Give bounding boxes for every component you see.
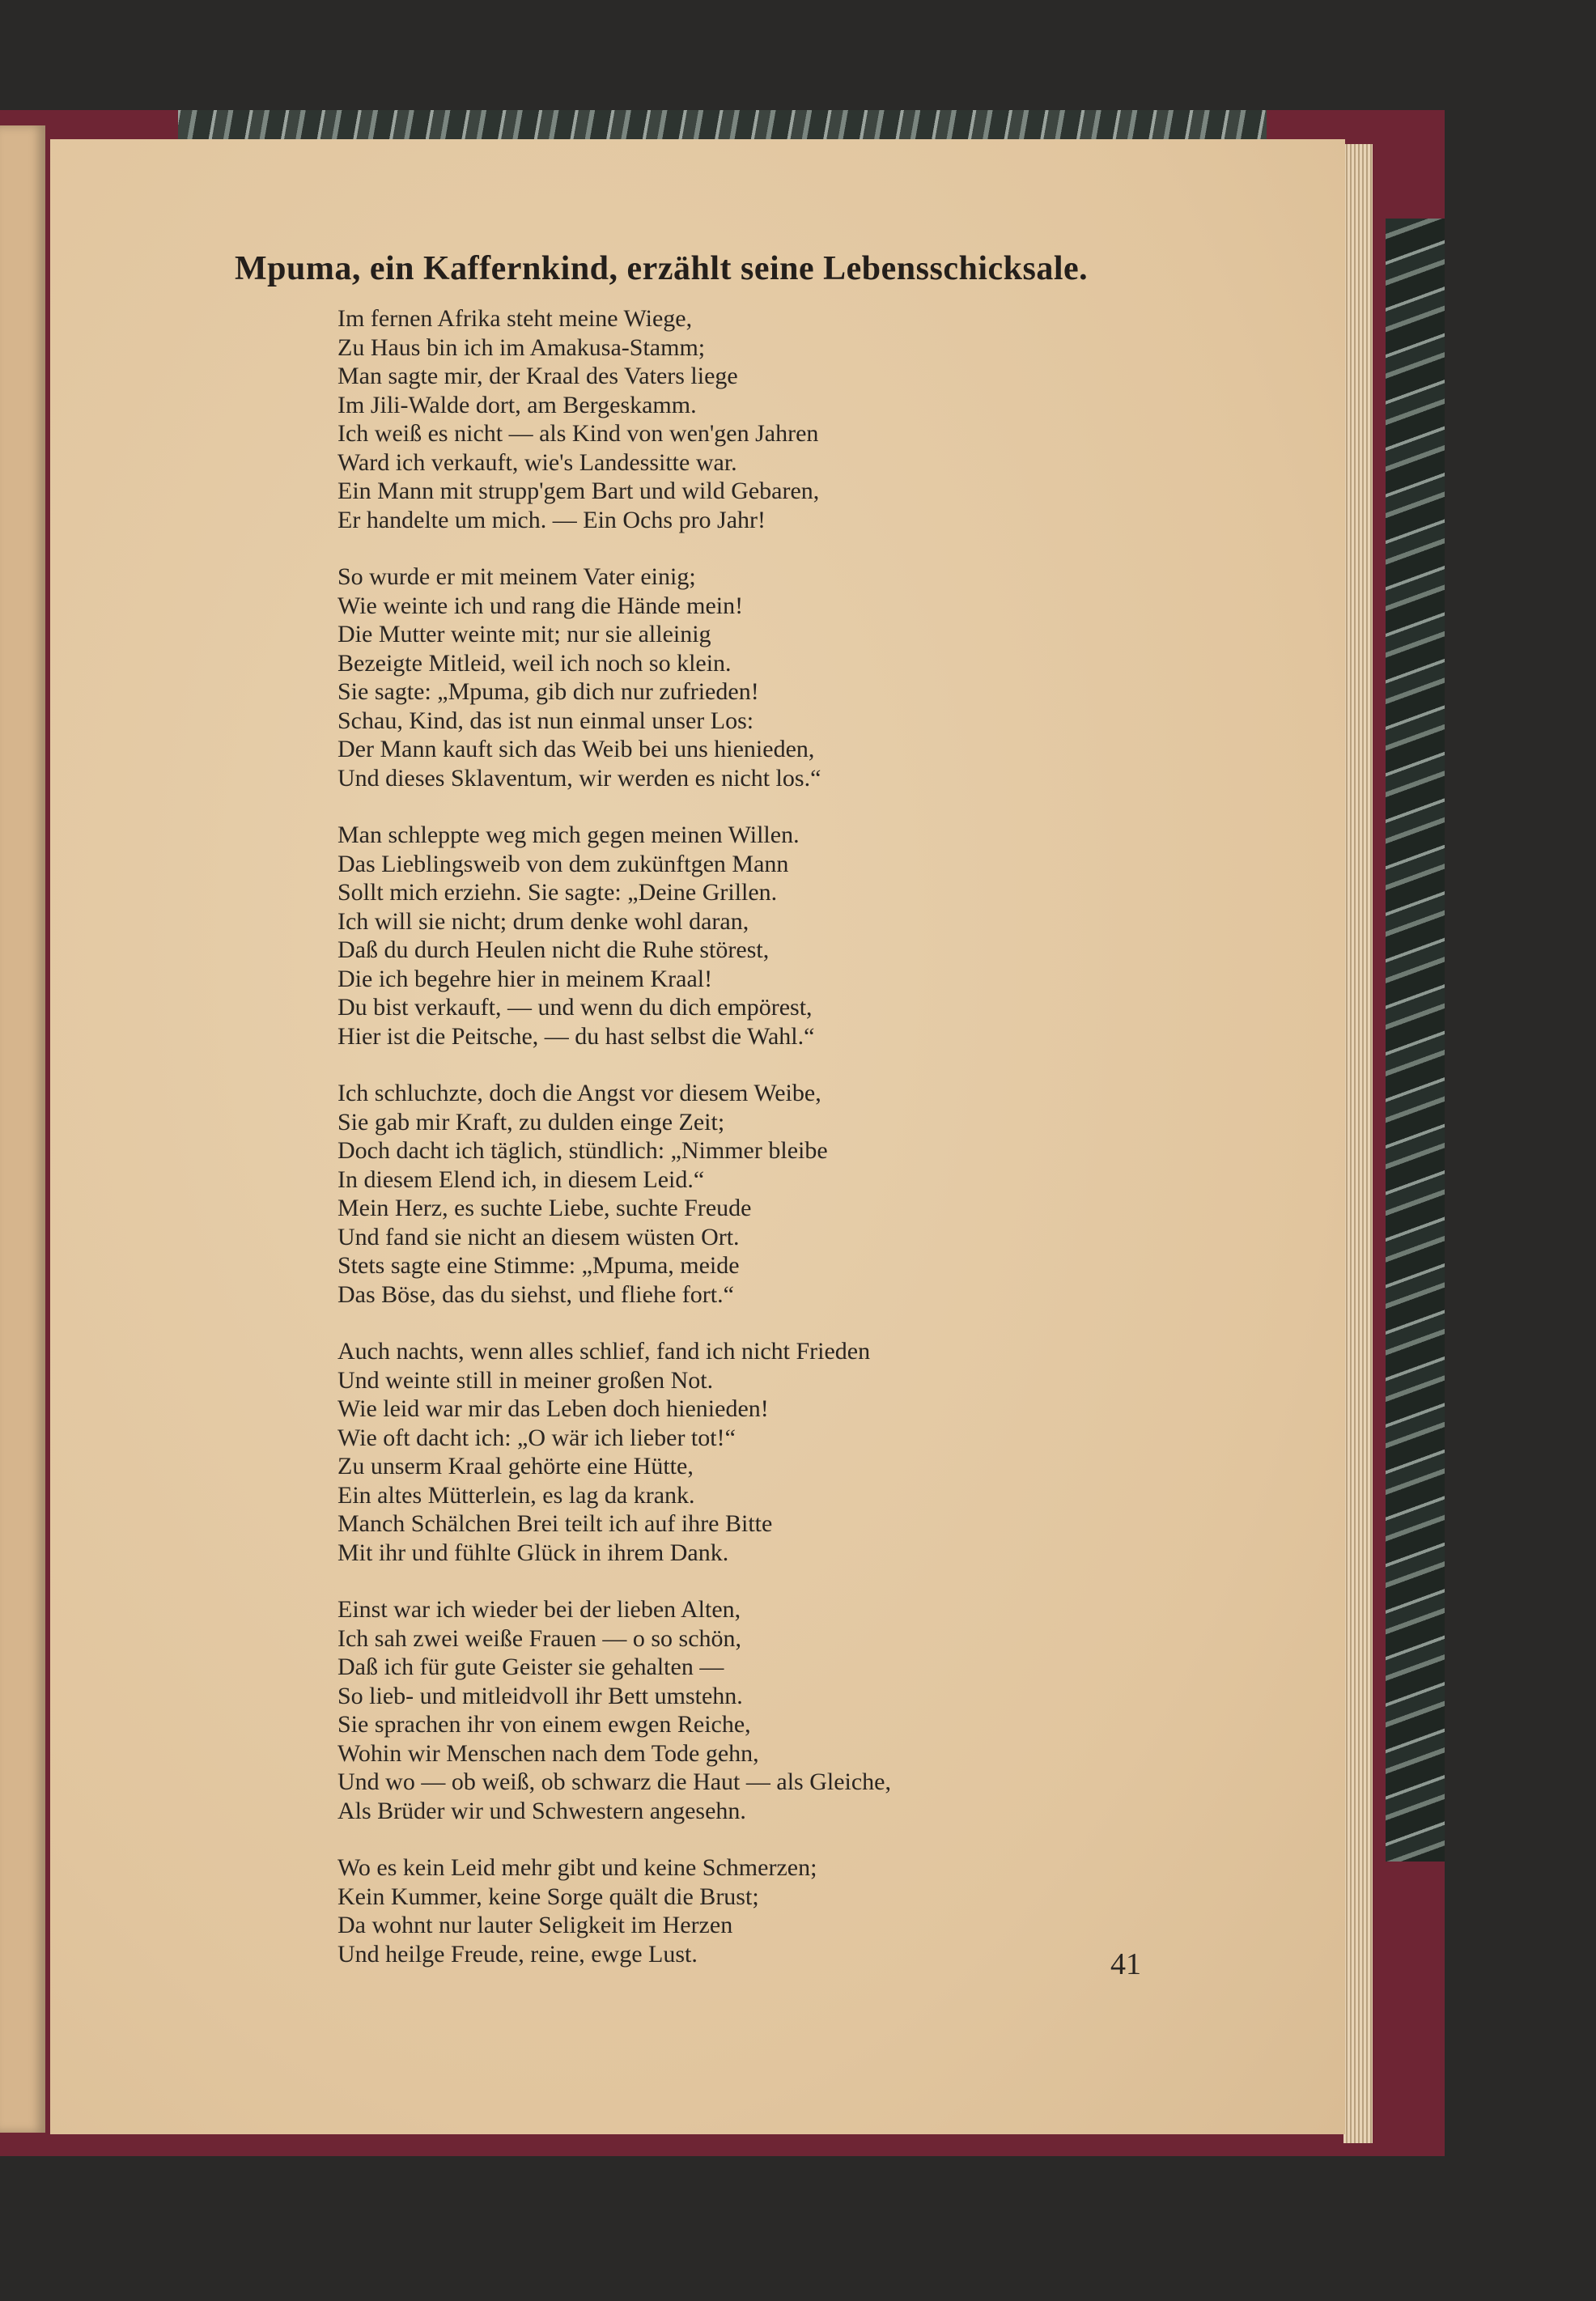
verse-line: Ich sah zwei weiße Frauen — o so schön, <box>337 1624 742 1652</box>
verse-line: Doch dacht ich täglich, stündlich: „Nimmer bleibe <box>337 1137 828 1164</box>
stanza <box>337 1853 891 1968</box>
verse-line: Auch nachts, wenn alles schlief, fand ich nicht Frieden <box>337 1338 871 1365</box>
stanza <box>337 1337 891 1567</box>
stanza <box>337 1595 891 1825</box>
verse-line: Sie sprachen ihr von einem ewgen Reiche, <box>337 1711 751 1738</box>
verse-line: Und dieses Sklaventum, wir werden es nicht los.“ <box>337 764 821 792</box>
verse-line: Daß du durch Heulen nicht die Ruhe störest, <box>337 936 770 963</box>
verse-line: Die ich begehre hier in meinem Kraal! <box>337 965 713 992</box>
stanza <box>337 1079 891 1309</box>
verse-line: Als Brüder wir und Schwestern angesehn. <box>337 1797 746 1824</box>
cover-corner-right <box>1267 110 1445 142</box>
verse-line: In diesem Elend ich, in diesem Leid.“ <box>337 1165 705 1193</box>
verse-line: Sie sagte: „Mpuma, gib dich nur zufrieden! <box>337 678 759 705</box>
verse-line: Mit ihr und fühlte Glück in ihrem Dank. <box>337 1539 729 1566</box>
verse-line: Daß ich für gute Geister sie gehalten — <box>337 1654 724 1680</box>
verse-line: Bezeigte Mitleid, weil ich noch so klein. <box>337 649 732 677</box>
verse-line: Wo es kein Leid mehr gibt und keine Schmerzen; <box>337 1854 817 1881</box>
verse-line: Das Lieblingsweib von dem zukünftgen Mann <box>337 850 789 877</box>
verse-line: Zu Haus bin ich im Amakusa-Stamm; <box>337 333 706 361</box>
verse-line: Da wohnt nur lauter Seligkeit im Herzen <box>337 1912 733 1938</box>
verse-line: Im fernen Afrika steht meine Wiege, <box>337 305 693 332</box>
verse-line: Einst war ich wieder bei der lieben Alten, <box>337 1596 741 1623</box>
verse-line: Die Mutter weinte mit; nur sie alleinig <box>337 621 711 647</box>
verse-line: Wie weinte ich und rang die Hände mein! <box>337 592 744 619</box>
verse-line: Zu unserm Kraal gehörte eine Hütte, <box>337 1453 694 1480</box>
verse-line: So lieb- und mitleidvoll ihr Bett umstehn. <box>337 1682 743 1709</box>
verse-line: Ein Mann mit strupp'gem Bart und wild Gebaren, <box>337 478 820 504</box>
verse-line: Man sagte mir, der Kraal des Vaters liege <box>337 363 738 389</box>
marbled-cover-band <box>0 110 1445 142</box>
verse-line: Hier ist die Peitsche, — du hast selbst die Wahl.“ <box>337 1022 815 1050</box>
verse-line: Im Jili-Walde dort, am Bergeskamm. <box>337 391 697 418</box>
verse-line: Manch Schälchen Brei teilt ich auf ihre Bitte <box>337 1510 773 1537</box>
verse-line: Wie leid war mir das Leben doch hienieden! <box>337 1395 769 1422</box>
verse-line: Man schleppte weg mich gegen meinen Willen. <box>337 821 800 848</box>
verse-line: Ich schluchzte, doch die Angst vor diesem Weibe, <box>337 1080 821 1106</box>
verse-line: Stets sagte eine Stimme: „Mpuma, meide <box>337 1252 740 1279</box>
verse-line: Und weinte still in meiner großen Not. <box>337 1366 714 1394</box>
verse-line: Ich will sie nicht; drum denke wohl daran, <box>337 907 749 935</box>
verse-line: Und wo — ob weiß, ob schwarz die Haut — als Gleiche, <box>337 1768 891 1795</box>
poem-body <box>337 304 891 1997</box>
verse-line: Schau, Kind, das ist nun einmal unser Los: <box>337 707 754 734</box>
marbled-cover-edge <box>1386 219 1445 1862</box>
stanza <box>337 304 891 534</box>
verse-line: Und fand sie nicht an diesem wüsten Ort. <box>337 1223 740 1250</box>
verse-line: Mein Herz, es suchte Liebe, suchte Freude <box>337 1195 752 1221</box>
verse-line: So wurde er mit meinem Vater einig; <box>337 563 696 590</box>
page-number: 41 <box>1110 1947 1141 1981</box>
verse-line: Wohin wir Menschen nach dem Tode gehn, <box>337 1739 759 1767</box>
verse-line: Sollt mich erziehn. Sie sagte: „Deine Grillen. <box>337 879 778 906</box>
page-block-edges <box>1343 144 1373 2143</box>
poem-title: Mpuma, ein Kaffernkind, erzählt seine Lebensschicksale. <box>235 250 1089 287</box>
verse-line: Ein altes Mütterlein, es lag da krank. <box>337 1481 695 1509</box>
verse-line: Ich weiß es nicht — als Kind von wen'gen Jahren <box>337 420 819 447</box>
verse-line: Sie gab mir Kraft, zu dulden einge Zeit; <box>337 1108 725 1136</box>
stanza <box>337 563 891 792</box>
verse-line: Wie oft dacht ich: „O wär ich lieber tot!“ <box>337 1424 736 1451</box>
stanza <box>337 821 891 1051</box>
verse-line: Das Böse, das du siehst, und fliehe fort.“ <box>337 1280 734 1308</box>
verse-line: Du bist verkauft, — und wenn du dich empörest, <box>337 994 813 1021</box>
verse-line: Der Mann kauft sich das Weib bei uns hienieden, <box>337 736 815 762</box>
verse-line: Ward ich verkauft, wie's Landessitte war. <box>337 448 737 476</box>
left-page-edge <box>0 125 45 2133</box>
verse-line: Und heilge Freude, reine, ewge Lust. <box>337 1940 698 1968</box>
verse-line: Kein Kummer, keine Sorge quält die Brust; <box>337 1883 759 1910</box>
verse-line: Er handelte um mich. — Ein Ochs pro Jahr! <box>337 506 766 533</box>
